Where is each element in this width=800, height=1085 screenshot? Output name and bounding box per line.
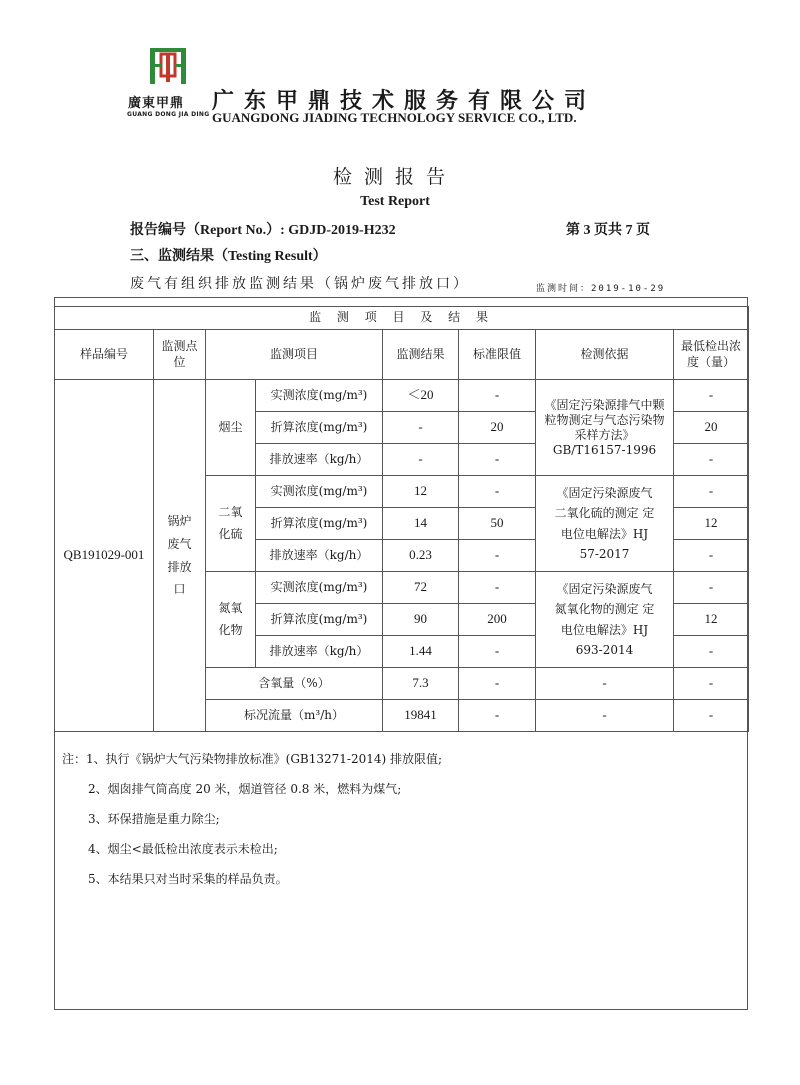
company-name-en: GUANGDONG JIADING TECHNOLOGY SERVICE CO., LTD. bbox=[212, 110, 577, 125]
min-detect-cell: - bbox=[674, 668, 749, 700]
label-rate: 排放速率（kg/h） bbox=[256, 444, 383, 476]
result-cell: - bbox=[383, 444, 459, 476]
sampling-location: 锅炉废气排放口 bbox=[154, 380, 206, 732]
basis-cell: - bbox=[536, 668, 674, 700]
note-line: 2、烟囱排气筒高度 20 米，烟道管径 0.8 米，燃料为煤气; bbox=[88, 782, 402, 796]
limit-cell: - bbox=[459, 700, 536, 732]
note-line: 3、环保措施是重力除尘; bbox=[88, 812, 220, 826]
company-name-cn: 广东甲鼎技术服务有限公司 bbox=[212, 89, 597, 114]
basis-cell: - bbox=[536, 700, 674, 732]
result-cell: 0.23 bbox=[383, 540, 459, 572]
min-detect-cell: - bbox=[674, 444, 749, 476]
basis-nox: 《固定污染源废气 氮氧化物的测定 定电位电解法》HJ 693-2014 bbox=[536, 572, 674, 668]
result-cell: 1.44 bbox=[383, 636, 459, 668]
result-cell: 19841 bbox=[383, 700, 459, 732]
header-result: 监测结果 bbox=[383, 330, 459, 380]
section-heading: 三、监测结果（Testing Result） bbox=[130, 249, 327, 264]
table-row bbox=[55, 380, 749, 412]
min-detect-cell: 12 bbox=[674, 604, 749, 636]
limit-cell: - bbox=[459, 540, 536, 572]
result-cell: 12 bbox=[383, 476, 459, 508]
table-subtitle: 废气有组织排放监测结果（锅炉废气排放口） bbox=[130, 276, 470, 292]
min-detect-cell: - bbox=[674, 636, 749, 668]
min-detect-cell: - bbox=[674, 700, 749, 732]
note-line: 注：1、执行《锅炉大气污染物排放标准》(GB13271-2014) 排放限值; bbox=[62, 752, 443, 766]
header-limit: 标准限值 bbox=[459, 330, 536, 380]
header-location: 监测点位 bbox=[154, 330, 206, 380]
header-basis: 检测依据 bbox=[536, 330, 674, 380]
label-converted: 折算浓度(mg/m³) bbox=[256, 604, 383, 636]
limit-cell: - bbox=[459, 444, 536, 476]
result-cell: ＜20 bbox=[383, 380, 459, 412]
min-detect-cell: 12 bbox=[674, 508, 749, 540]
basis-dust: 《固定污染源排气中颗粒物测定与气态污染物采样方法》GB/T16157-1996 bbox=[536, 380, 674, 476]
limit-cell: 50 bbox=[459, 508, 536, 540]
label-rate: 排放速率（kg/h） bbox=[256, 636, 383, 668]
logo-english-name: GUANG DONG JIA DING bbox=[127, 111, 210, 118]
min-detect-cell: - bbox=[674, 380, 749, 412]
pollutant-dust: 烟尘 bbox=[206, 380, 256, 476]
company-logo-icon bbox=[145, 44, 191, 88]
min-detect-cell: 20 bbox=[674, 412, 749, 444]
result-cell: 90 bbox=[383, 604, 459, 636]
results-table bbox=[54, 306, 749, 732]
pollutant-so2: 二氧化硫 bbox=[206, 476, 256, 572]
limit-cell: - bbox=[459, 668, 536, 700]
limit-cell: - bbox=[459, 380, 536, 412]
result-cell: 14 bbox=[383, 508, 459, 540]
result-cell: - bbox=[383, 412, 459, 444]
note-line: 4、烟尘<最低检出浓度表示未检出; bbox=[88, 842, 278, 856]
label-flow: 标况流量（m³/h） bbox=[206, 700, 383, 732]
label-measured: 实测浓度(mg/m³) bbox=[256, 572, 383, 604]
pollutant-nox: 氮氧化物 bbox=[206, 572, 256, 668]
header-sample-no: 样品编号 bbox=[55, 330, 154, 380]
note-line: 5、本结果只对当时采集的样品负责。 bbox=[88, 872, 288, 886]
min-detect-cell: - bbox=[674, 540, 749, 572]
label-converted: 折算浓度(mg/m³) bbox=[256, 508, 383, 540]
limit-cell: - bbox=[459, 572, 536, 604]
label-oxygen: 含氧量（%） bbox=[206, 668, 383, 700]
notes-section bbox=[62, 744, 442, 894]
header-min-detect: 最低检出浓度（量） bbox=[674, 330, 749, 380]
limit-cell: - bbox=[459, 636, 536, 668]
logo-chinese-name: 廣東甲鼎 bbox=[128, 96, 185, 111]
limit-cell: 20 bbox=[459, 412, 536, 444]
label-rate: 排放速率（kg/h） bbox=[256, 540, 383, 572]
report-title-en: Test Report bbox=[360, 194, 430, 209]
result-cell: 72 bbox=[383, 572, 459, 604]
report-title-cn: 检测报告 bbox=[332, 166, 457, 188]
monitoring-date: 监测时间：2019-10-29 bbox=[536, 284, 666, 294]
label-converted: 折算浓度(mg/m³) bbox=[256, 412, 383, 444]
table-caption: 监 测 项 目 及 结 果 bbox=[55, 307, 749, 330]
limit-cell: - bbox=[459, 476, 536, 508]
report-number: 报告编号（Report No.）: GDJD-2019-H232 bbox=[130, 223, 396, 238]
label-measured: 实测浓度(mg/m³) bbox=[256, 476, 383, 508]
sample-number: QB191029-001 bbox=[55, 380, 154, 732]
page-indicator: 第 3 页共 7 页 bbox=[566, 223, 650, 238]
basis-so2: 《固定污染源废气 二氧化硫的测定 定电位电解法》HJ 57-2017 bbox=[536, 476, 674, 572]
result-cell: 7.3 bbox=[383, 668, 459, 700]
header-item: 监测项目 bbox=[206, 330, 383, 380]
limit-cell: 200 bbox=[459, 604, 536, 636]
label-measured: 实测浓度(mg/m³) bbox=[256, 380, 383, 412]
min-detect-cell: - bbox=[674, 572, 749, 604]
min-detect-cell: - bbox=[674, 476, 749, 508]
